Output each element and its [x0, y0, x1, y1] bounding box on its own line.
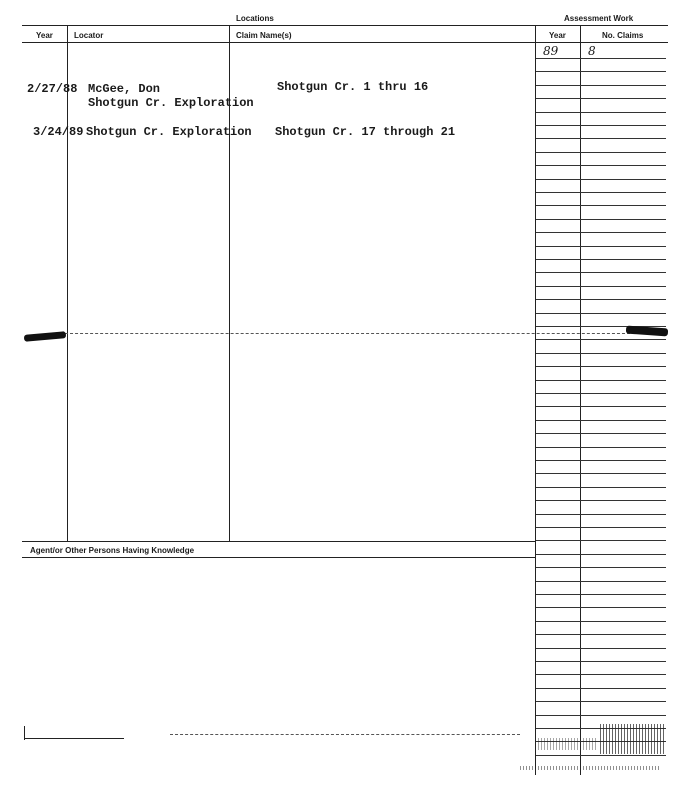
entry-2-locator: Shotgun Cr. Exploration: [86, 125, 252, 139]
assessment-row-line: [536, 165, 666, 166]
assessment-row-line: [536, 447, 666, 448]
assessment-row-line: [536, 514, 666, 515]
header-top-rule: [22, 25, 668, 26]
col-year-header: Year: [36, 31, 53, 40]
locations-header: Locations: [236, 14, 274, 23]
col-claim-names-header: Claim Name(s): [236, 31, 292, 40]
entry-1-locator: McGee, Don: [88, 82, 161, 96]
assessment-claims-value: 8: [588, 44, 596, 58]
assessment-row-line: [536, 674, 666, 675]
assessment-row-line: [536, 406, 666, 407]
col-aw-claims-header: No. Claims: [602, 31, 644, 40]
assessment-row-line: [536, 487, 666, 488]
assessment-row-line: [536, 259, 666, 260]
assessment-row-line: [536, 232, 666, 233]
assessment-row-line: [536, 755, 666, 756]
assessment-row-line: [536, 473, 666, 474]
assessment-row-line: [536, 112, 666, 113]
assessment-row-line: [536, 205, 666, 206]
agent-section-label: Agent/or Other Persons Having Knowledge: [30, 546, 195, 555]
assessment-row-line: [536, 366, 666, 367]
assessment-row-line: [536, 339, 666, 340]
assessment-row-line: [536, 420, 666, 421]
agent-section-bottom-rule: [22, 557, 536, 558]
assessment-row-line: [536, 500, 666, 501]
assessment-row-line: [536, 85, 666, 86]
assessment-row-line: [536, 179, 666, 180]
assessment-row-line: [536, 661, 666, 662]
assessment-row-line: [536, 192, 666, 193]
assessment-row-line: [536, 460, 666, 461]
entry-1-locator-line2: Shotgun Cr. Exploration: [88, 96, 254, 110]
assessment-row-line: [536, 98, 666, 99]
assessment-row-line: [536, 594, 666, 595]
bottom-fragment-line: [170, 734, 520, 735]
header-bottom-rule: [22, 42, 668, 43]
bottom-left-mark: [24, 726, 25, 740]
col-locator-header: Locator: [74, 31, 104, 40]
assessment-row-line: [536, 540, 666, 541]
assessment-row-line: [536, 353, 666, 354]
assessment-year-value: 89: [543, 44, 559, 58]
assessment-row-line: [536, 634, 666, 635]
entry-2-claims: Shotgun Cr. 17 through 21: [275, 125, 456, 139]
scan-noise-right: [600, 724, 666, 754]
assessment-row-line: [536, 299, 666, 300]
assessment-work-header: Assessment Work: [564, 14, 634, 23]
right-ink-blot: [626, 326, 668, 337]
fold-line: [60, 333, 630, 334]
assessment-row-line: [536, 648, 666, 649]
col-aw-year-header: Year: [549, 31, 566, 40]
assessment-row-line: [536, 246, 666, 247]
assessment-row-line: [536, 688, 666, 689]
entry-2-year: 3/24/89: [33, 125, 84, 139]
assessment-row-line: [536, 313, 666, 314]
assessment-row-line: [536, 152, 666, 153]
year-locator-divider: [67, 25, 68, 541]
assessment-row-line: [536, 581, 666, 582]
assessment-row-line: [536, 219, 666, 220]
assessment-row-line: [536, 138, 666, 139]
assessment-row-line: [536, 554, 666, 555]
assessment-row-line: [536, 701, 666, 702]
assessment-row-line: [536, 567, 666, 568]
assessment-row-line: [536, 607, 666, 608]
entry-1-claims: Shotgun Cr. 1 thru 16: [277, 80, 429, 94]
scan-noise-bottom: [520, 766, 660, 770]
left-ink-blot: [24, 331, 66, 342]
assessment-row-line: [536, 715, 666, 716]
entry-1-year: 2/27/88: [27, 82, 78, 96]
assessment-row-line: [536, 380, 666, 381]
assessment-row-line: [536, 621, 666, 622]
assessment-row-line: [536, 58, 666, 59]
assessment-row-line: [536, 527, 666, 528]
bottom-fragment-line-left: [24, 738, 124, 739]
scan-noise-mid: [538, 738, 598, 750]
assessment-row-line: [536, 71, 666, 72]
assessment-row-line: [536, 433, 666, 434]
assessment-row-line: [536, 286, 666, 287]
assessment-row-line: [536, 393, 666, 394]
assessment-row-line: [536, 272, 666, 273]
agent-section-top-rule: [22, 541, 536, 542]
assessment-row-line: [536, 125, 666, 126]
